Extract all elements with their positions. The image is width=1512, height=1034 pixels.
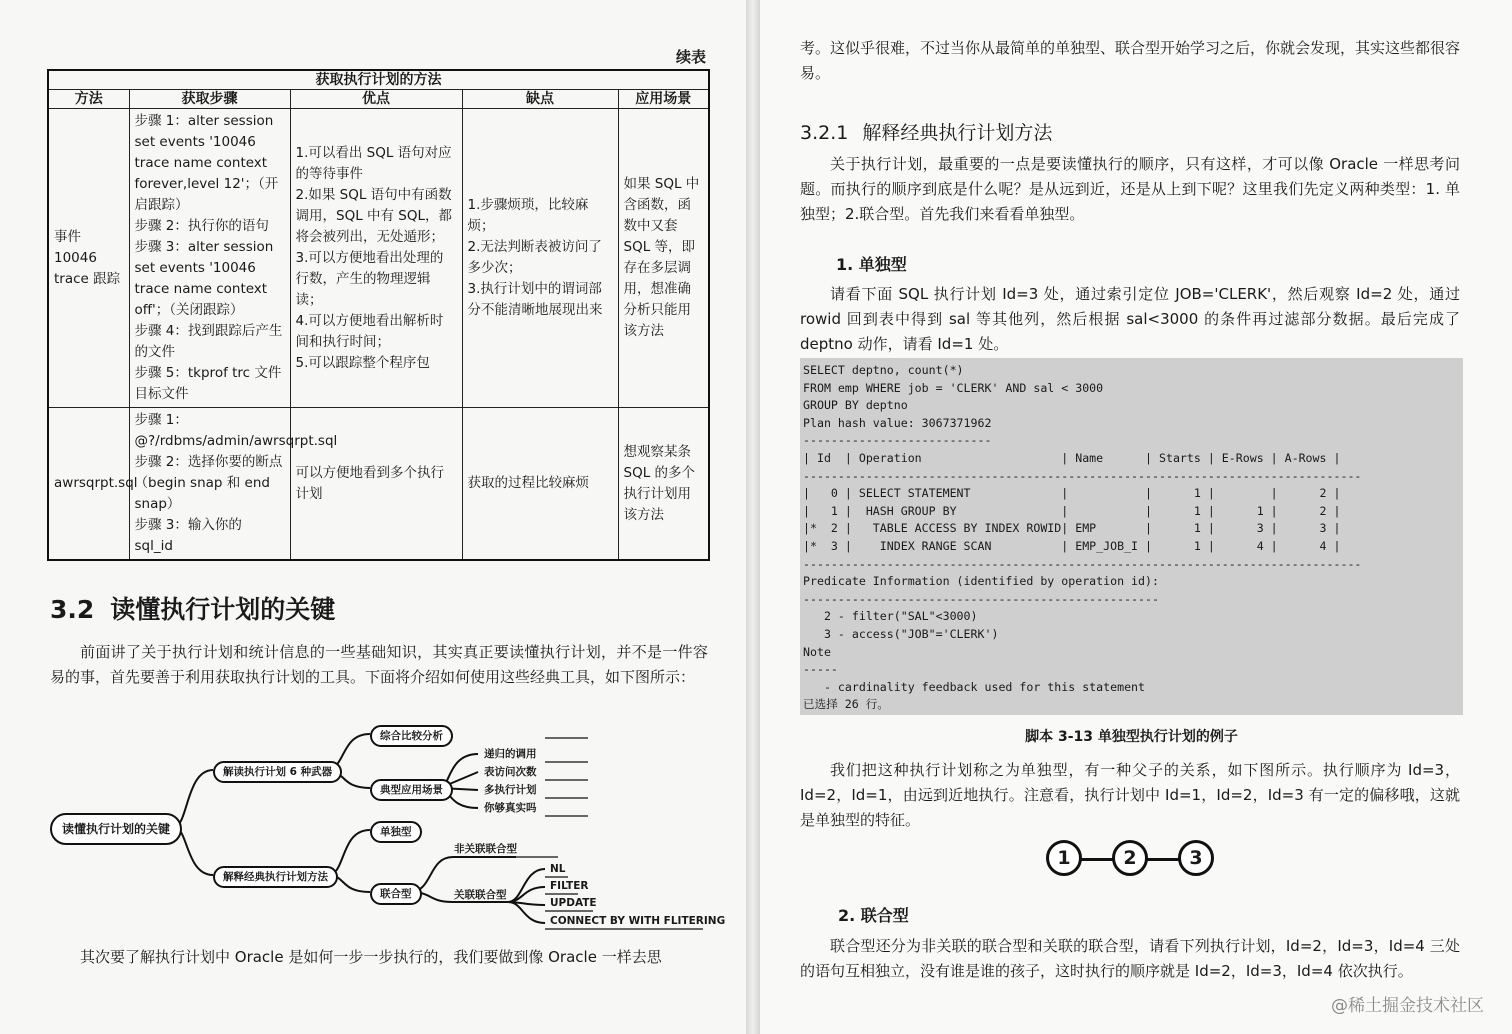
code-line: Note <box>803 644 831 659</box>
subsection-heading <box>800 118 1052 145</box>
mindmap-related: 关联联合型 <box>454 889 507 901</box>
table-caption: 获取执行计划的方法 <box>48 70 709 90</box>
step-text: 步骤 3：alter session set events '10046 trace name context off'；（关闭跟踪） <box>134 239 274 318</box>
table-header: 应用场景 <box>618 90 709 109</box>
code-line: -------------------------------------------------------------------------------- <box>803 556 1362 571</box>
section-heading <box>50 590 335 626</box>
pros-text: 5.可以跟踪整个程序包 <box>295 354 430 371</box>
code-caption: 脚本 3-13 单独型执行计划的例子 <box>1025 729 1238 745</box>
mindmap-compare: 综合比较分析 <box>370 725 453 747</box>
code-line: GROUP BY deptno <box>803 398 908 413</box>
mindmap-leaf: 你够真实吗 <box>484 802 537 814</box>
mindmap-leaf: FILTER <box>550 880 589 892</box>
pros-text: 4.可以方便地看出解析时间和执行时间； <box>295 312 444 350</box>
paragraph-joint: 联合型还分为非关联的联合型和关联的联合型，请看下列执行计划，Id=2，Id=3，Id=4 三处的语句互相独立，没有谁是谁的孩子，这时执行的顺序就是 Id=2，Id=3，Id=4 依次执行。 <box>800 937 1460 980</box>
paragraph-parent-child: 我们把这种执行计划称之为单独型，有一种父子的关系，如下图所示。执行顺序为 Id=3，Id=2，Id=1，由远到近地执行。注意看，执行计划中 Id=1，Id=2，Id=3 有一定的偏移哦，这就是单独型的特征。 <box>800 761 1460 829</box>
cons-text: 2.无法判断表被访问了多少次； <box>467 239 602 276</box>
code-line: | 0 | SELECT STATEMENT | | 1 | | 2 | <box>803 486 1341 501</box>
step-text: 步骤 5：tkprof trc 文件目标文件 <box>134 365 282 402</box>
code-line: 3 - access("JOB"='CLERK') <box>803 626 999 641</box>
mindmap-leaf: 多执行计划 <box>484 784 537 796</box>
mindmap-single: 单独型 <box>370 821 422 843</box>
scenario-cell: 想观察某条SQL 的多个执行计划用该方法 <box>618 408 709 561</box>
mindmap-leaf: NL <box>550 863 566 875</box>
underlines <box>516 738 703 929</box>
subsection-title: 解释经典执行计划方法 <box>862 122 1053 144</box>
pros-text: 1.可以看出 SQL 语句对应的等待事件 <box>295 144 452 182</box>
connector <box>508 869 545 902</box>
paragraph-order: 关于执行计划，最重要的一点是要读懂执行的顺序，只有这样，才可以像 Oracle 一样思考问题。而执行的顺序到底是什么呢？是从远到近，还是从上到下呢？这里我们先定义两种类型：1. 单独型；2.联合型。首先我们来看看单独型。 <box>800 155 1460 223</box>
mindmap-leaf: 递归的调用 <box>484 748 537 760</box>
cons-text: 1.步骤烦琐，比较麻烦； <box>467 197 589 234</box>
intro-paragraph: 前面讲了关于执行计划和统计信息的一些基础知识，其实真正要读懂执行计划，并不是一件容易的事，首先要善于利用获取执行计划的工具。下面将介绍如何使用这些经典工具，如下图所示： <box>50 643 708 686</box>
heading-single: 1. 单独型 <box>836 255 907 274</box>
mindmap-leaf: UPDATE <box>550 897 597 909</box>
cons-cell: 获取的过程比较麻烦 <box>462 408 618 561</box>
code-line: SELECT deptno, count(*) <box>803 363 964 377</box>
table-row <box>48 408 709 561</box>
book-gutter <box>746 0 760 1034</box>
table-row <box>48 109 709 408</box>
code-line: ----- <box>803 662 838 677</box>
heading-joint: 2. 联合型 <box>838 906 909 925</box>
code-line: |* 2 | TABLE ACCESS BY INDEX ROWID| EMP | 1 | 3 | 3 | <box>803 521 1341 536</box>
steps-cell <box>129 109 290 408</box>
mindmap <box>48 722 726 932</box>
order-node: 2 <box>1112 840 1148 876</box>
table-header: 方法 <box>48 90 129 109</box>
order-node: 3 <box>1178 840 1214 876</box>
table-header: 优点 <box>290 90 462 109</box>
code-line: --------------------------------------------------- <box>803 591 1159 606</box>
mindmap-branch-weapons: 解读执行计划 6 种武器 <box>213 761 342 783</box>
cons-cell <box>462 109 618 408</box>
code-line: Plan hash value: 3067371962 <box>803 415 992 430</box>
step-text: 步骤 1：alter session set events '10046 trace name context forever,level 12'；（开启跟踪） <box>134 113 279 213</box>
code-line: | 1 | HASH GROUP BY | | 1 | 1 | 2 | <box>803 503 1341 518</box>
code-line: 已选择 26 行。 <box>803 697 889 712</box>
pros-text: 2.如果 SQL 语句中有函数调用，SQL 中有 SQL，都将会被列出，无处遁形； <box>295 186 453 245</box>
code-line: | Id | Operation | Name | Starts | E-Rows | A-Rows | <box>803 450 1341 465</box>
execution-order-diagram <box>1046 840 1226 880</box>
watermark: @稀土掘金技术社区 <box>1331 996 1484 1016</box>
code-line: --------------------------- <box>803 433 992 448</box>
code-line: - cardinality feedback used for this statement <box>803 679 1146 694</box>
bottom-paragraph: 其次要了解执行计划中 Oracle 是如何一步一步执行的，我们要做到像 Oracle 一样去思 <box>80 948 662 966</box>
pros-text: 3.可以方便地看出处理的行数，产生的物理逻辑读； <box>295 249 444 308</box>
section-number: 3.2 <box>50 595 95 624</box>
section-title: 读懂执行计划的关键 <box>110 595 336 624</box>
scenario-cell: 如果 SQL 中含函数，函数中又套SQL 等，即存在多层调用，想准确分析只能用该方法 <box>618 109 709 408</box>
mindmap-root: 读懂执行计划的关键 <box>50 813 182 845</box>
mindmap-scenarios: 典型应用场景 <box>370 779 453 801</box>
continued-label: 续表 <box>675 48 706 66</box>
mindmap-nonrelated: 非关联联合型 <box>454 843 517 855</box>
connector <box>174 770 213 827</box>
step-text: 步骤 1：@?/rdbms/admin/awrsqrpt.sql <box>134 412 338 449</box>
pros-cell <box>290 109 462 408</box>
mindmap-branch-methods: 解释经典执行计划方法 <box>213 866 338 888</box>
steps-cell <box>129 408 338 561</box>
pros-cell: 可以方便地看到多个执行计划 <box>290 408 462 561</box>
connector <box>410 857 516 892</box>
order-node: 1 <box>1046 840 1082 876</box>
subsection-number: 3.2.1 <box>800 122 849 144</box>
step-text: 步骤 2：选择你要的断点（begin snap 和 end snap） <box>134 454 283 512</box>
code-line: -------------------------------------------------------------------------------- <box>803 468 1362 483</box>
mindmap-leaf: 表访问次数 <box>484 766 537 778</box>
paragraph-single: 请看下面 SQL 执行计划 Id=3 处，通过索引定位 JOB='CLERK'，然后观察 Id=2 处，通过 rowid 回到表中得到 sal 等其他列，然后根据 sal<3000 的条件再过滤部分数据。最后完成了 deptno 动作，请看 Id=1 处。 <box>800 285 1460 353</box>
mindmap-joint: 联合型 <box>370 883 422 905</box>
step-text: 步骤 3：输入你的 sql_id <box>134 517 242 554</box>
step-text: 步骤 2：执行你的语句 <box>134 218 269 234</box>
code-line: 2 - filter("SAL"<3000) <box>803 609 978 624</box>
code-line: Predicate Information (identified by operation id): <box>803 574 1159 589</box>
method-cell: 事件 10046 trace 跟踪 <box>48 109 129 408</box>
table-header: 获取步骤 <box>129 90 290 109</box>
left-page <box>0 0 746 1034</box>
code-line: |* 3 | INDEX RANGE SCAN | EMP_JOB_I | 1 | 4 | 4 | <box>803 538 1341 553</box>
table-header: 缺点 <box>462 90 618 109</box>
code-block <box>800 358 1463 715</box>
method-cell: awrsqrpt.sql <box>48 408 129 561</box>
code-line: FROM emp WHERE job = 'CLERK' AND sal < 3000 <box>803 380 1104 395</box>
step-text: 步骤 4：找到跟踪后产生的文件 <box>134 323 283 360</box>
mindmap-leaf: CONNECT BY WITH FLITERING <box>550 915 726 927</box>
continued-paragraph: 考。这似乎很难，不过当你从最简单的单独型、联合型开始学习之后，你就会发现，其实这些都很容易。 <box>800 39 1461 82</box>
methods-table <box>47 69 710 561</box>
cons-text: 3.执行计划中的谓词部分不能清晰地展现出来 <box>467 281 603 318</box>
